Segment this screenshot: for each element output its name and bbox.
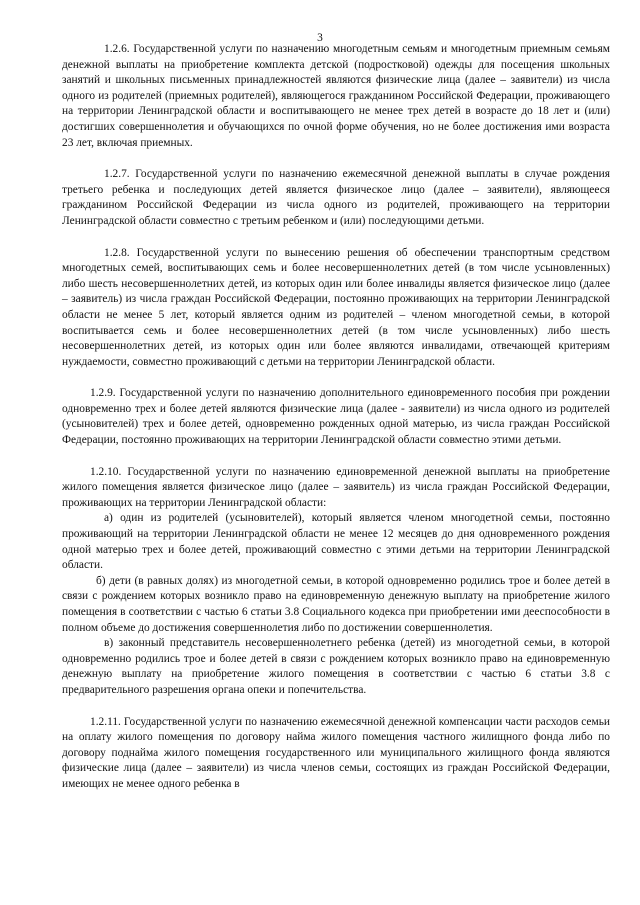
paragraph-gap <box>62 151 610 167</box>
paragraph-1-2-6: 1.2.6. Государственной услуги по назначению многодетным семьям и многодетным приемным семьям денежной выплаты на приобретение комплекта детской (подростковой) одежды для посещения школьных занятий и школьных письменных принадлежностей являются физические лица (далее – заявители) из числа одного из родителей (приемных родителей), являющегося гражданином Российской Федерации, проживающего на территории Ленинградской области и воспитывающего не менее трех детей в возрасте до 18 лет и (или) достигших совершеннолетия и обучающихся по очной форме обучения, но не более достижения ими возраста 23 лет, включая приемных. <box>62 43 610 149</box>
page-number: 3 <box>317 32 323 44</box>
paragraph-1-2-11: 1.2.11. Государственной услуги по назначению ежемесячной денежной компенсации части расходов семьи на оплату жилого помещения по договору найма жилого помещения частного жилищного фонда либо по договору поднайма жилого помещения государственного или муниципального жилищного фонда являются физические лица (далее – заявители) из числа членов семьи, состоящих из граждан Российской Федерации, имеющих не менее одного ребенка в <box>62 715 610 790</box>
paragraph-1-2-9: 1.2.9. Государственной услуги по назначению дополнительного единовременного пособия при рождении одновременно трех и более детей являются физические лица (далее - заявители) из числа одного из родителей (усыновителей) трех и более детей, одновременно рожденных одной матерью, из числа граждан Российской Федерации, постоянно проживающих на территории Ленинградской области совместно этими детьми. <box>62 387 610 447</box>
paragraph-gap <box>62 230 610 246</box>
paragraph-gap <box>62 370 610 386</box>
paragraph-gap <box>62 699 610 715</box>
subparagraph-v: в) законный представитель несовершеннолетнего ребенка (детей) из многодетной семьи, в которой одновременно родились трое и более детей в связи с рождением которых возникло право на единовременную денежную выплату на приобретение жилого помещения в соответствии с частью 6 статьи 3.8 с предварительного разрешения органа опеки и попечительства. <box>62 637 610 696</box>
paragraph-gap <box>62 449 610 465</box>
paragraph-1-2-8: 1.2.8. Государственной услуги по вынесению решения об обеспечении транспортным средством многодетных семей, воспитывающих семь и более несовершеннолетних детей (в том числе усыновленных) либо шесть несовершеннолетних детей, из которых один или более инвалиды является физическое лицо (далее – заявитель) из числа граждан Российской Федерации, постоянно проживающих на территории Ленинградской области не менее 5 лет, который является одним из родителей – членом многодетной семьи, в которой воспитывается семь и более несовершеннолетних детей (в том числе усыновленных) либо шесть несовершеннолетних детей, из которых один или более являются инвалидами, отвечающей критериям нуждаемости, совместно проживающий с детьми на территории Ленинградской области. <box>62 246 610 368</box>
paragraph-1-2-10: 1.2.10. Государственной услуги по назначению единовременной денежной выплаты на приобретение жилого помещения является физическое лицо (далее – заявитель) из числа граждан Российской Федерации, проживающих на территории Ленинградской области: <box>62 465 610 509</box>
subparagraph-a: а) один из родителей (усыновителей), который является членом многодетной семьи, постоянно проживающий на территории Ленинградской области не менее 12 месяцев до дня одновременного рождения одной матерью трех и более детей, проживающий совместно с этими детьми на территории Ленинградской области. <box>62 512 610 572</box>
document-body <box>62 42 610 793</box>
subparagraph-b: б) дети (в равных долях) из многодетной семьи, в которой одновременно родились трое и более детей в связи с рождением которых возникло право на единовременную денежную выплату на приобретение жилого помещения в соответствии с частью 6 статьи 3.8 Социального кодекса при приобретении ими дееспособности в полном объеме до достижения совершеннолетия либо по достижении совершеннолетия. <box>62 574 610 634</box>
paragraph-1-2-7: 1.2.7. Государственной услуги по назначению ежемесячной денежной выплаты в случае рождения третьего ребенка и последующих детей является физическое лицо (далее – заявители), являющееся гражданином Российской Федерации из числа одного из родителей, проживающего на территории Ленинградской области совместно с третьим ребенком и (или) последующими детьми. <box>62 168 610 227</box>
